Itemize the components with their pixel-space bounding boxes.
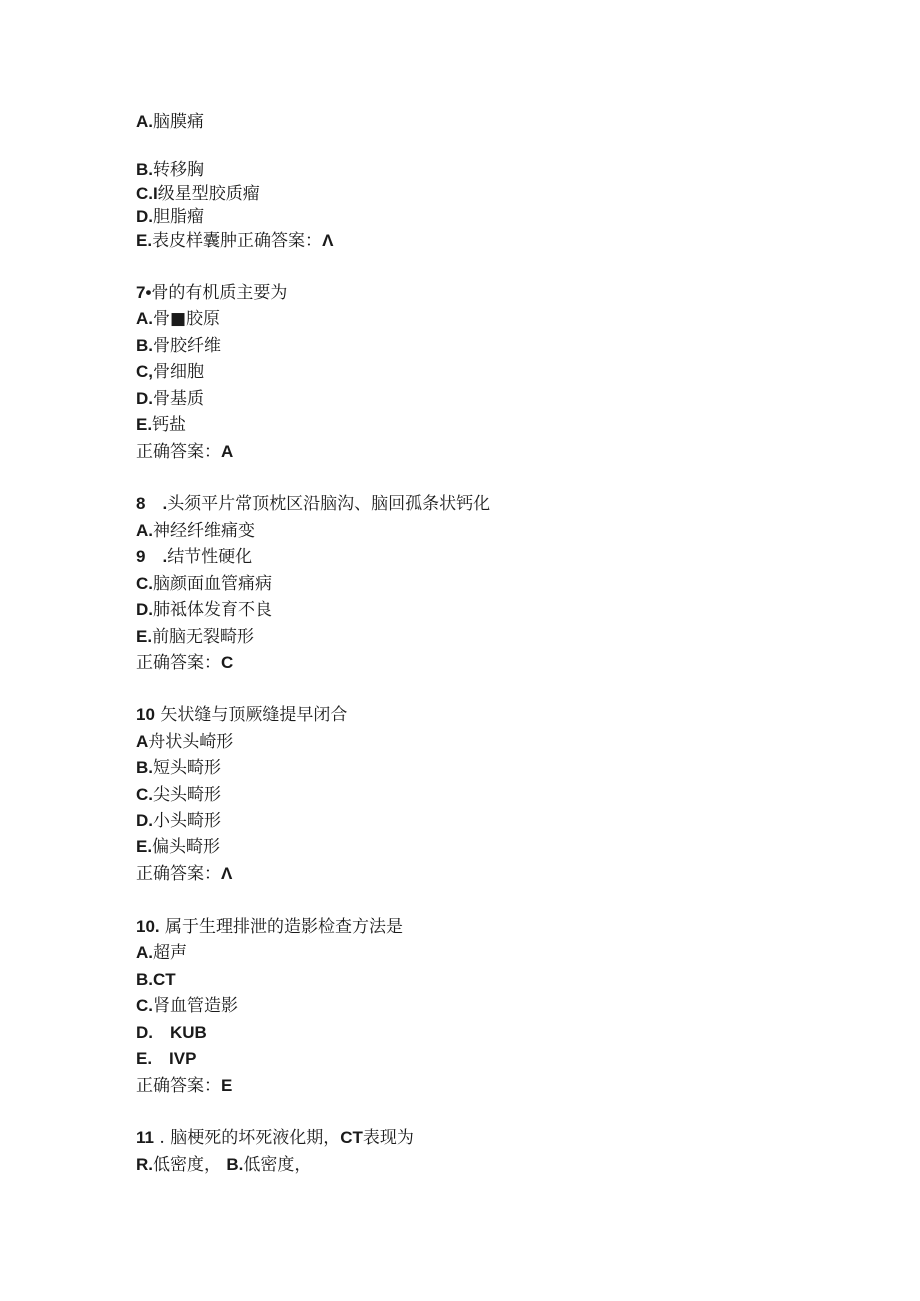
option-c: C,骨细胞 [136,362,204,382]
option-row: R.低密度， B.低密度， [136,1155,312,1175]
option-e: E. IVP [136,1049,197,1068]
option-d: D. KUB [136,1023,207,1042]
question-10b: 10. 属于生理排泄的造影检查方法是 [136,917,404,937]
option-d: D.骨基质 [136,389,204,409]
option-b: B.转移胸 [136,160,204,180]
answer-line: 正确答案：Λ [136,864,233,884]
option-d: D.小头畸形 [136,811,221,831]
option-d: D.肺祗体发育不良 [136,600,272,620]
option-c: C.I级星型胶质瘤 [136,184,260,204]
option-b: B.短头畸形 [136,758,221,778]
question-10: 10 矢状缝与顶厥缝提早闭合 [136,705,348,725]
option-c: C.肾血管造影 [136,996,238,1016]
option-a: A.神经纤维痛变 [136,521,255,541]
option-e-answer: E.表皮样囊肿正确答案：Λ [136,231,334,251]
question-11: 11 . 脑梗死的坏死液化期，CT表现为 [136,1128,414,1148]
option-c: C.尖头畸形 [136,785,221,805]
answer-line: 正确答案：A [136,442,234,462]
option-b: B.骨胶纤维 [136,336,221,356]
answer-line: 正确答案：C [136,653,234,673]
option-a: A.脑膜痛 [136,112,204,132]
option-b: B.CT [136,970,176,989]
option-a: A舟状头崎形 [136,732,234,752]
option-c: C.脑颜面血管痛病 [136,574,272,594]
option-e: E.钙盐 [136,415,187,435]
question-8: 8 .头须平片常顶枕区沿脑沟、脑回孤条状钙化 [136,494,491,514]
option-a: A.超声 [136,943,187,963]
option-e: E.前脑无裂畸形 [136,627,255,647]
option-d: D.胆脂瘤 [136,207,204,227]
answer-line: 正确答案：E [136,1076,233,1096]
option-a: A.骨■胶原 [136,309,221,329]
option-9: 9 .结节性硬化 [136,547,253,567]
question-7: 7•骨的有机质主要为 [136,283,288,303]
option-e: E.偏头畸形 [136,837,221,857]
